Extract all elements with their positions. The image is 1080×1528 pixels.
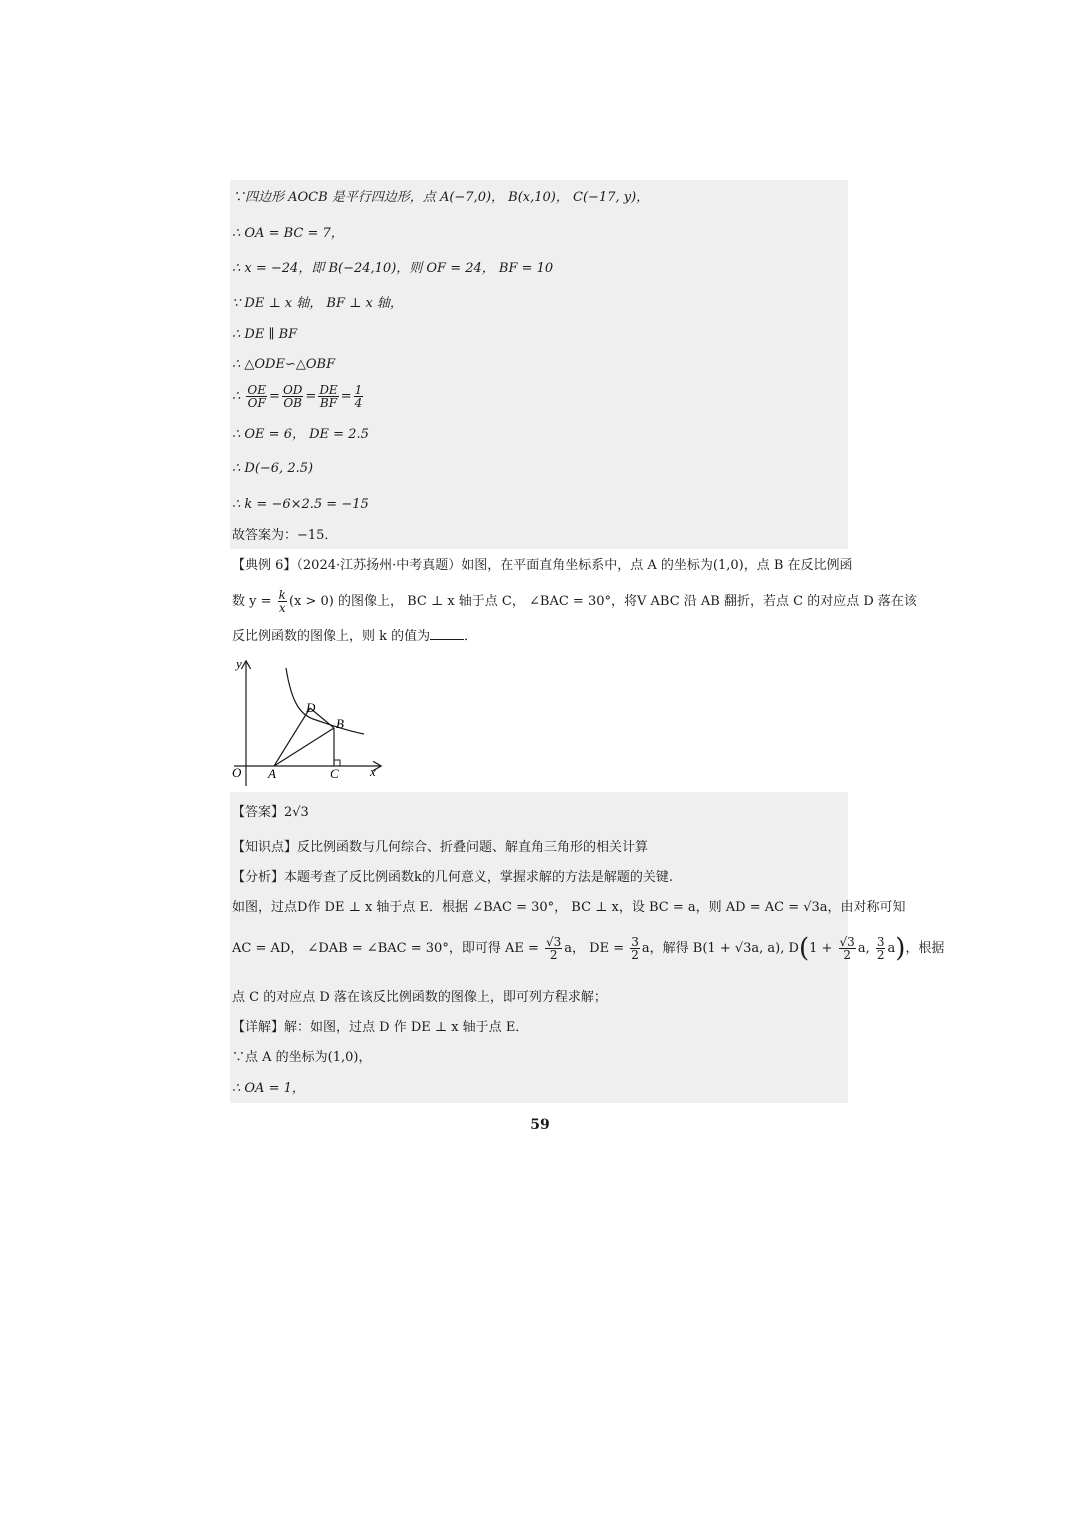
segment-ab bbox=[274, 728, 334, 766]
prev-line-10: ∴ k = −6×2.5 = −15 bbox=[232, 497, 369, 512]
prev-line-4: ∵ DE ⊥ x 轴， BF ⊥ x 轴， bbox=[232, 296, 403, 311]
analysis-text-3: 点 C 的对应点 D 落在该反比例函数的图像上，即可列方程求解； bbox=[232, 990, 607, 1005]
prev-line-1: ∵四边形 AOCB 是平行四边形，点 A(−7,0)， B(x,10)， C(−17, y)， bbox=[232, 190, 650, 205]
coordinate-figure bbox=[230, 656, 390, 786]
detail-line: 【详解】解：如图，过点 D 作 DE ⊥ x 轴于点 E． bbox=[232, 1020, 529, 1035]
detail-step-1: ∵点 A 的坐标为(1,0)， bbox=[232, 1050, 372, 1065]
prev-line-2: ∴ OA = BC = 7， bbox=[232, 226, 344, 241]
fraction-root3-over-2-b: $\frac{√3}{2}$ bbox=[839, 935, 855, 962]
fraction-3-over-2-b: $\frac{3}{2}$ bbox=[876, 935, 885, 962]
analysis-line: 【分析】本题考查了反比例函数k的几何意义，掌握求解的方法是解题的关键. bbox=[232, 870, 674, 885]
prev-answer-line: 故答案为：−15． bbox=[232, 528, 338, 543]
example-line-3: 反比例函数的图像上，则 k 的值为 ． bbox=[232, 629, 478, 644]
fraction-3-over-2: $\frac{3}{2}$ bbox=[631, 935, 639, 962]
fraction-k-over-x: $\frac{k}{x}$ bbox=[278, 588, 286, 615]
prev-line-7: ∴ $\frac{OE}{OF}$ = $\frac{OD}{OB}$ = $\frac{DE}{BF}$ = $\frac{1}{4}$ bbox=[232, 383, 363, 410]
label-x: x bbox=[370, 764, 376, 779]
label-b: B bbox=[336, 716, 344, 731]
example-line-2: 数 y = $\frac{k}{x}$ (x > 0) 的图像上， BC ⊥ x 轴于点 C， ∠BAC = 30°，将V ABC 沿 AB 翻折，若点 C 的对应点 D 落在该 bbox=[232, 588, 917, 615]
therefore-symbol: ∴ bbox=[232, 389, 241, 404]
analysis-text-2: AC = AD， ∠DAB = ∠BAC = 30°，即可得 AE = $\frac{√3}{2}$ a， DE = $\frac{3}{2}$ a，解得 B(1 + √3a, a), D(1 + $\frac{√3}{2}$ a, $\frac{3}{2}$ a)，根据 bbox=[232, 933, 945, 964]
page-number: 59 bbox=[530, 1117, 550, 1133]
prev-line-5: ∴ DE ∥ BF bbox=[232, 327, 298, 342]
answer-blank bbox=[430, 627, 464, 640]
prev-line-9: ∴ D(−6, 2.5) bbox=[232, 461, 314, 476]
label-a: A bbox=[268, 766, 276, 781]
example-title: 【典例 6】（2024·江苏扬州·中考真题）如图，在平面直角坐标系中，点 A 的坐标为(1,0)，点 B 在反比例函 bbox=[232, 558, 853, 573]
answer-line: 【答案】2√3 bbox=[232, 805, 309, 820]
label-c: C bbox=[330, 766, 339, 781]
label-y: y bbox=[236, 656, 242, 671]
label-d: D bbox=[306, 700, 316, 715]
fraction-oe-of: $\frac{OE}{OF}$ bbox=[247, 383, 267, 410]
knowledge-line: 【知识点】反比例函数与几何综合、折叠问题、解直角三角形的相关计算 bbox=[232, 840, 649, 855]
segment-ad bbox=[274, 708, 310, 766]
analysis-text-1: 如图，过点D作 DE ⊥ x 轴于点 E．根据 ∠BAC = 30°， BC ⊥ x，设 BC = a，则 AD = AC = √3a，由对称可知 bbox=[232, 900, 906, 915]
prev-line-8: ∴ OE = 6， DE = 2.5 bbox=[232, 427, 369, 442]
hyperbola-curve bbox=[286, 668, 364, 734]
prev-line-3: ∴ x = −24，即 B(−24,10)，则 OF = 24， BF = 10 bbox=[232, 261, 554, 276]
fraction-od-ob: $\frac{OD}{OB}$ bbox=[282, 383, 303, 410]
label-o: O bbox=[232, 765, 242, 780]
fraction-root3-over-2: $\frac{√3}{2}$ bbox=[546, 935, 562, 962]
fraction-one-quarter: $\frac{1}{4}$ bbox=[354, 383, 363, 410]
detail-step-2: ∴ OA = 1， bbox=[232, 1081, 305, 1096]
fraction-de-bf: $\frac{DE}{BF}$ bbox=[319, 383, 338, 410]
prev-line-6: ∴ △ODE∽△OBF bbox=[232, 357, 336, 372]
